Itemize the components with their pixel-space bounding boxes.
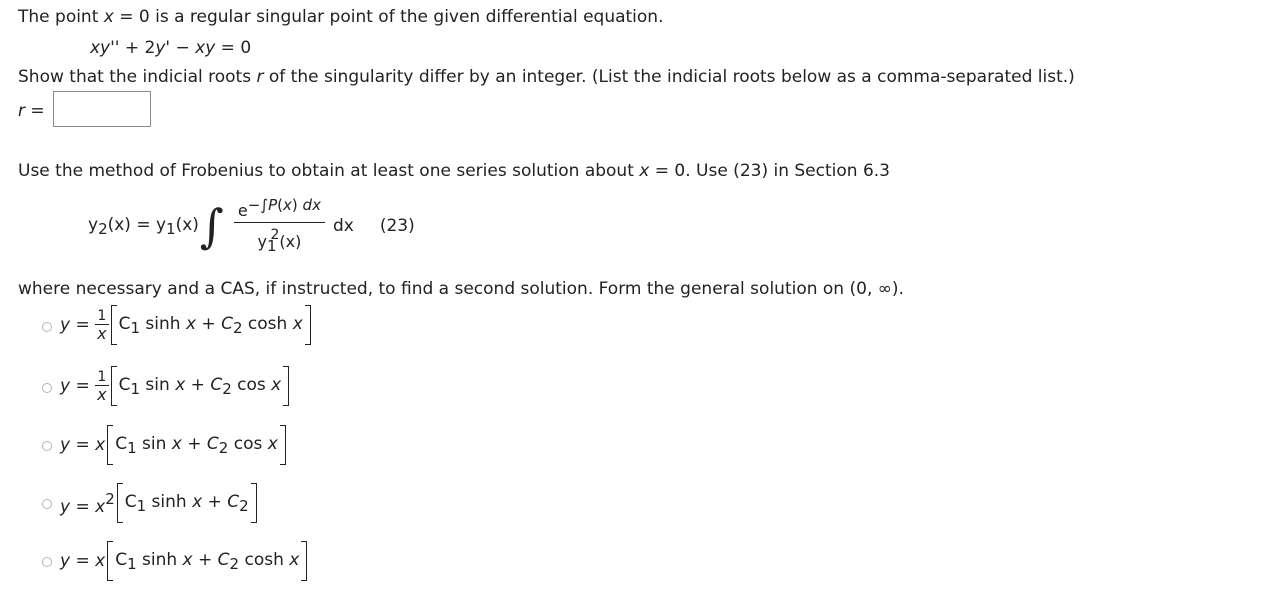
integrand-denominator: y12(x) [257,227,302,255]
option-3-label[interactable]: y = x C1 sin x + C2 cos x [60,424,286,466]
option-5-label[interactable]: y = x C1 sinh x + C2 cosh x [60,540,307,582]
option-5-radio[interactable] [42,557,52,567]
option-1-label[interactable]: y = $\frac{1}{x}$ C1 sinh x + C2 cosh x [60,302,311,348]
option-4-label[interactable]: y = x2 C1 sinh x + C2 [60,482,257,524]
option-1-radio[interactable] [42,322,52,332]
method-text: Use the method of Frobenius to obtain at least one series solution about x = 0. Use (23) in Section 6.3 [18,161,890,181]
indicial-roots-box[interactable] [53,91,151,127]
intro-text: The point x = 0 is a regular singular point of the given differential equation. [18,7,664,27]
answer-label: r = [18,101,45,121]
integral-sign: ∫ [199,199,224,253]
integrand-fraction [234,194,325,258]
integrand-numerator: e−∫P(x) dx [234,194,325,223]
where-text: where necessary and a CAS, if instructed, to find a second solution. Form the general solution on (0, ∞). [18,279,904,299]
formula-23 [88,194,415,258]
differential-equation: xy'' + 2y' − xy = 0 [90,38,252,58]
formula-tag: (23) [379,216,415,236]
option-2-radio[interactable] [42,383,52,393]
indicial-roots-input[interactable] [54,92,150,126]
formula-dx: dx [332,216,354,236]
show-text: Show that the indicial roots r of the singularity differ by an integer. (List the indicial roots below as a comma-separated list.) [18,67,1075,87]
option-3-radio[interactable] [42,441,52,451]
option-4-radio[interactable] [42,499,52,509]
option-2-label[interactable]: y = $\frac{1}{x}$ C1 sin x + C2 cos x [60,363,289,409]
formula-lhs: y2(x) = y1(x) [88,214,199,238]
